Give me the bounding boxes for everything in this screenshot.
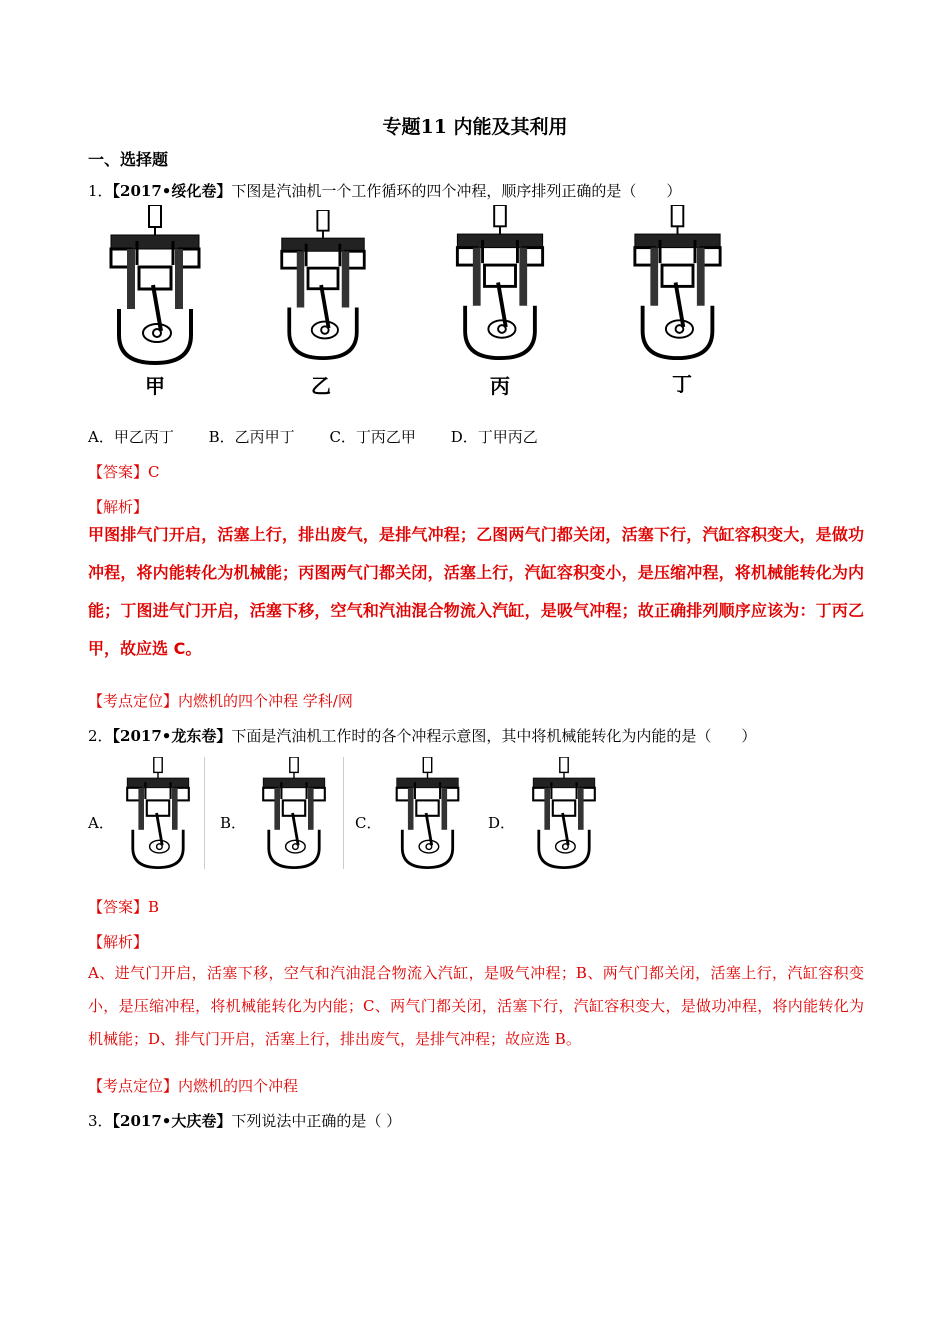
option-c: C．丁丙乙甲: [329, 428, 416, 446]
q2-option-b-label: B．: [220, 814, 247, 832]
q2-option-a-label: A．: [88, 814, 114, 832]
question-2-kaodian: [88, 1075, 298, 1096]
figure-label-jia: 甲: [145, 374, 165, 398]
question-1-source: 【2017•绥化卷】: [112, 182, 232, 200]
question-1-kaodian: [88, 690, 353, 711]
engine-figure-bing: [440, 205, 560, 360]
engine-figure-jia: [90, 205, 220, 365]
figure-label-bing: 丙: [490, 374, 510, 398]
kaodian-label: 【考点定位】: [88, 1077, 179, 1095]
q2-option-c-label: C．: [355, 814, 382, 832]
q2-option-d-label: D．: [488, 814, 516, 832]
kaodian-value: 内燃机的四个冲程: [178, 1077, 299, 1095]
option-a: A．甲乙丙丁: [88, 428, 174, 446]
figure-label-ding: 丁: [672, 372, 692, 396]
question-3: [88, 1110, 401, 1131]
question-1-text: 下图是汽油机一个工作循环的四个冲程，顺序排列正确的是（ ）: [231, 182, 682, 200]
question-1-answer: [88, 461, 160, 482]
question-1-analysis-label: 【解析】: [88, 498, 149, 516]
question-1-analysis: 甲图排气门开启，活塞上行，排出废气，是排气冲程；乙图两气门都关闭，活塞下行，汽缸容积变大，是做功冲程，将内能转化为机械能；丙图两气门都关闭，活塞上行，汽缸容积变小，是压缩冲程，将机械能转化为内能；丁图进气门开启，活塞下移，空气和汽油混合物流入汽缸，是吸气冲程；故正确排列顺序应该为：丁丙乙甲，故应选 C。: [88, 525, 864, 658]
question-3-number: 3．: [88, 1112, 113, 1130]
question-3-text: 下列说法中正确的是（ ）: [231, 1112, 402, 1130]
option-d: D．丁甲丙乙: [450, 428, 538, 446]
question-1-options: [88, 426, 568, 447]
section-heading: 一、选择题: [88, 150, 169, 169]
question-2-number: 2．: [88, 727, 113, 745]
question-3-source: 【2017•大庆卷】: [112, 1112, 232, 1130]
page-title: 专题11 内能及其利用: [382, 116, 568, 138]
engine-figure-ding: [620, 205, 735, 360]
q2-engine-a: [112, 757, 205, 869]
q2-engine-b: [245, 757, 344, 869]
question-2-text: 下面是汽油机工作时的各个冲程示意图，其中将机械能转化为内能的是（ ）: [231, 727, 757, 745]
question-2-answer: [88, 896, 159, 917]
question-2-analysis: A、进气门开启，活塞下移，空气和汽油混合物流入汽缸，是吸气冲程；B、两气门都关闭，活塞上行，汽缸容积变小，是压缩冲程，将机械能转化为内能；C、两气门都关闭，活塞下行，汽缸容积变大，是做功冲程，将内能转化为机械能；D、排气门开启，活塞上行，排出废气，是排气冲程；故应选 B。: [88, 964, 864, 1048]
figure-label-yi: 乙: [311, 374, 331, 398]
question-2: [88, 725, 756, 746]
kaodian-label: 【考点定位】: [88, 692, 179, 710]
question-1: [88, 180, 681, 201]
question-1-number: 1．: [88, 182, 113, 200]
answer-value: C: [148, 463, 160, 481]
q2-engine-d: [515, 757, 613, 869]
answer-value: B: [148, 898, 160, 916]
q2-engine-c: [380, 757, 475, 869]
question-2-analysis-label: 【解析】: [88, 933, 149, 951]
answer-label: 【答案】: [88, 898, 149, 916]
engine-figure-yi: [268, 210, 378, 360]
question-2-source: 【2017•龙东卷】: [112, 727, 232, 745]
answer-label: 【答案】: [88, 463, 149, 481]
option-b: B．乙丙甲丁: [208, 428, 295, 446]
kaodian-value: 内燃机的四个冲程 学科/网: [178, 692, 353, 710]
